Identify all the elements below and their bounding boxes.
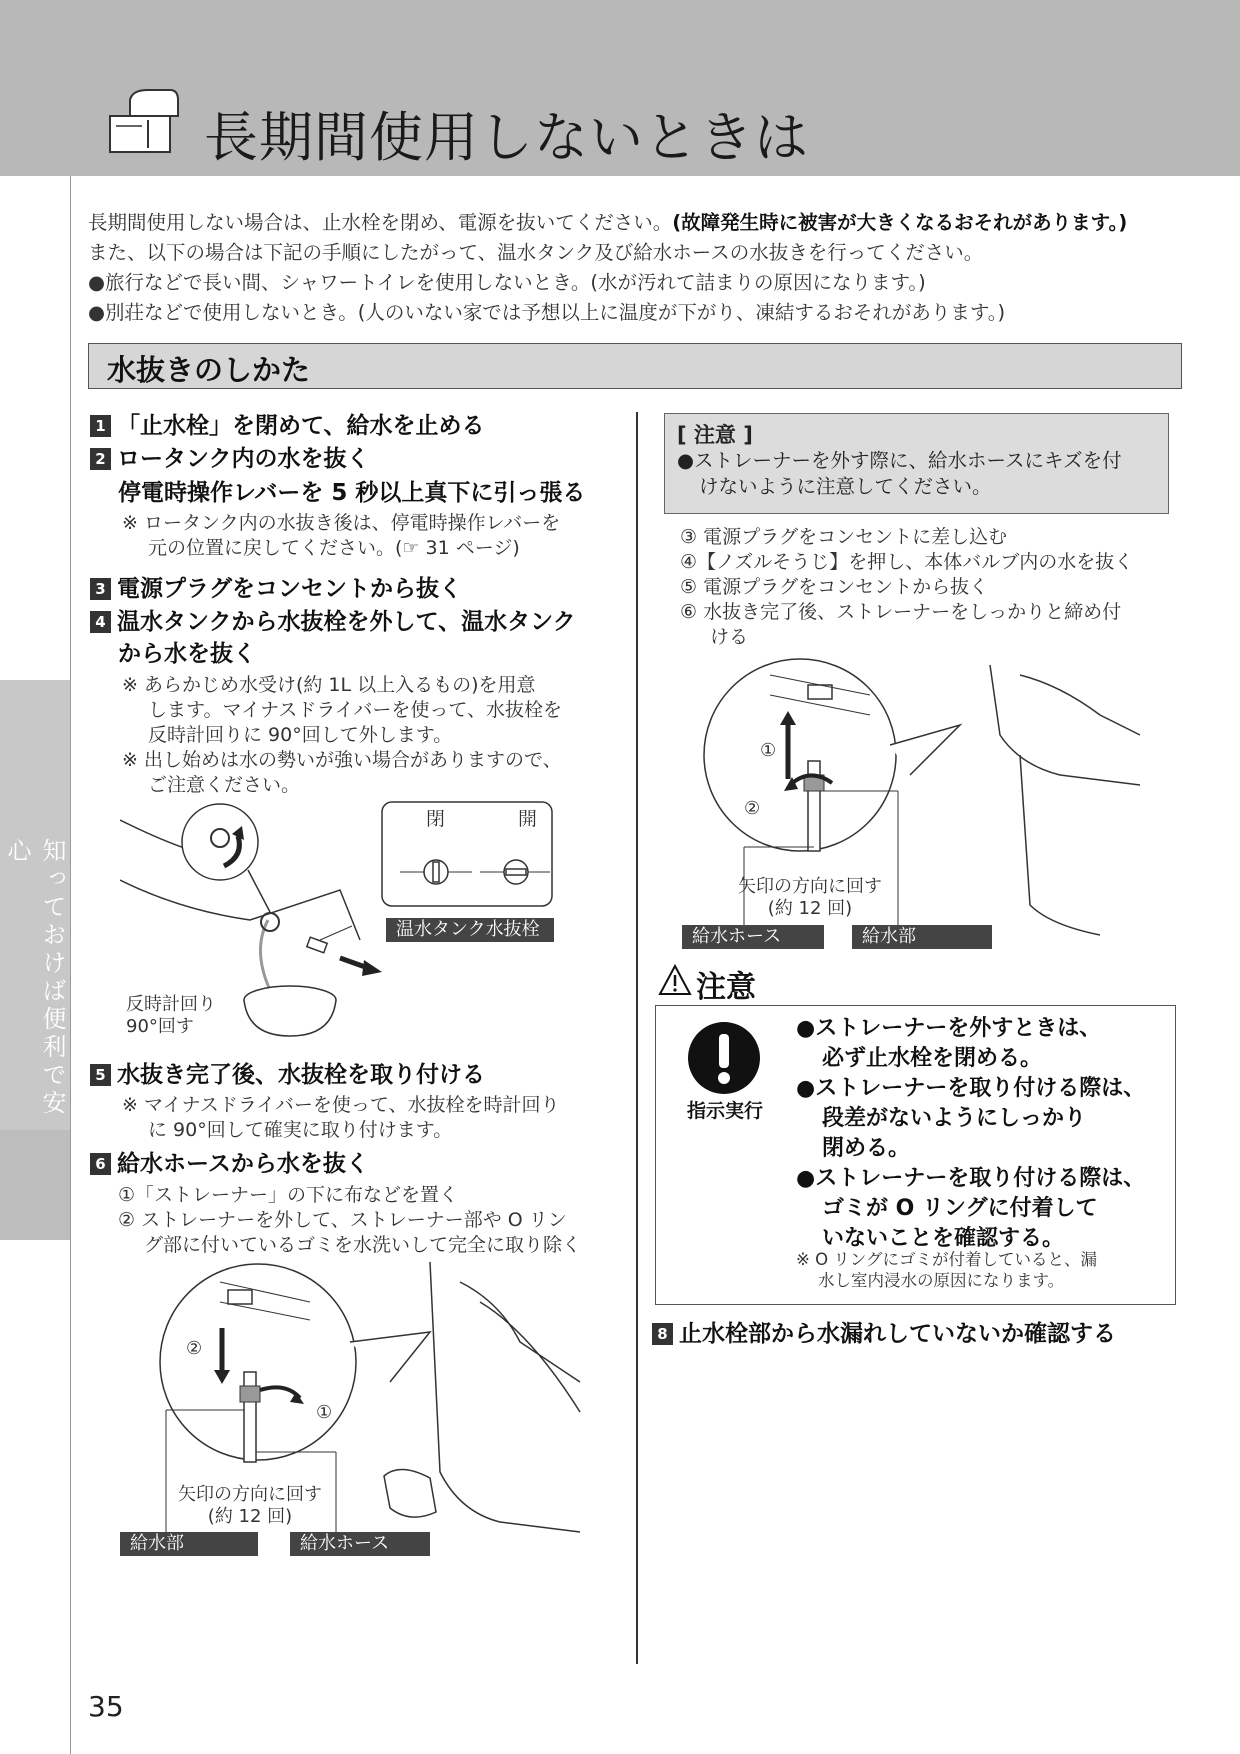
warning-text: ●ストレーナーを外すときは、 必ず止水栓を閉める。 ●ストレーナーを取り付ける際は、 段差がないようにしっかり 閉める。 ●ストレーナーを取り付ける際は、 ゴミが O リングに付着して いないことを確認する。 [796,1016,1146,1251]
warning-box [655,1005,1176,1305]
callout-1-top: ① [760,740,777,761]
tag-supply-port-bottom: 給水部 [120,1532,258,1556]
warning-label: 指示実行 [686,1100,763,1122]
tag-supply-port-top: 給水部 [852,925,992,949]
side-tab[interactable] [0,680,70,1130]
step-4: 4 温水タンクから水抜栓を外して、温水タンク から水を抜く [90,606,576,670]
step-8: 8 止水栓部から水漏れしていないか確認する [652,1318,1116,1350]
toilet-icon [108,86,180,154]
caution-box: [ 注意 ] ●ストレーナーを外す際に、給水ホースにキズを付 けないように注意してください。 [664,413,1169,514]
caution-heading: [ 注意 ] [677,423,753,447]
column-divider [636,412,638,1664]
page-title: 長期間使用しないときは [204,106,809,169]
step-2-note: ※ ロータンク内の水抜き後は、停電時操作レバーを 元の位置に戻してください。(☞ 31 ページ) [122,512,561,559]
rotation-label-bottom: 矢印の方向に回す (約 12 回) [178,1484,322,1527]
callout-2-bottom: ② [186,1338,203,1359]
tag-supply-hose-top: 給水ホース [682,925,824,949]
warning-note: ※ O リングにゴミが付着していると、漏 水し室内浸水の原因になります。 [796,1250,1097,1290]
tag-drain-plug: 温水タンク水抜栓 [386,918,554,942]
page-number: 35 [88,1690,124,1723]
warning-heading: 注意 [696,970,756,1005]
step-5: 5 水抜き完了後、水抜栓を取り付ける [90,1059,485,1091]
step-3: 3 電源プラグをコンセントから抜く [90,573,462,605]
side-tab-accent [0,1130,70,1240]
section-heading [88,343,1182,389]
callout-2-top: ② [744,798,761,819]
left-margin-rule [70,176,71,1754]
warning-triangle-icon [658,964,692,996]
mandatory-action-icon [686,1020,762,1096]
label-closed: 閉 [426,808,446,830]
step-5-note: ※ マイナスドライバーを使って、水抜栓を時計回り に 90°回して確実に取り付けます。 [122,1094,560,1141]
side-tab-label: 知っておけば便利で安心 [3,838,66,1118]
step-2: 2 ロータンク内の水を抜く [90,443,370,475]
step-1: 1 「止水栓」を閉めて、給水を止める [90,410,485,442]
callout-1-bottom: ① [316,1402,333,1423]
step-6-items: ①「ストレーナー」の下に布などを置く ② ストレーナーを外して、ストレーナー部や O リン グ部に付いているゴミを水洗いして完全に取り除く [118,1184,582,1256]
rotation-label: 反時計回り 90°回す [126,994,216,1037]
rotation-label-top: 矢印の方向に回す (約 12 回) [738,876,882,919]
step-2-sub: 停電時操作レバーを 5 秒以上真下に引っ張る [118,480,586,506]
section-title: 水抜きのしかた [107,353,311,387]
step-4-note: ※ あらかじめ水受け(約 1L 以上入るもの)を用意 します。マイナスドライバーを使って、水抜栓を 反時計回りに 90°回して外します。 ※ 出し始めは水の勢いが強い場合がありますので、 ご注意ください。 [122,674,563,796]
right-step-items: ③ 電源プラグをコンセントに差し込む ④【ノズルそうじ】を押し、本体バルブ内の水を抜く ⑤ 電源プラグをコンセントから抜く ⑥ 水抜き完了後、ストレーナーをしっかりと締め付 ける [680,526,1134,648]
step-6: 6 給水ホースから水を抜く [90,1148,369,1180]
intro-text: 長期間使用しない場合は、止水栓を閉め、電源を抜いてください。(故障発生時に被害が大きくなるおそれがあります。) また、以下の場合は下記の手順にしたがって、温水タンク及び給水ホースの水抜きを行ってください。 ●旅行などで長い間、シャワートイレを使用しないとき。(水が汚れて詰まりの原因になります。) ●別荘などで使用しないとき。(人のいない家では予想以上に温度が下がり、凍結するおそれがあります。) [88,211,1128,324]
tag-supply-hose-bottom: 給水ホース [290,1532,430,1556]
label-open: 開 [518,808,538,830]
